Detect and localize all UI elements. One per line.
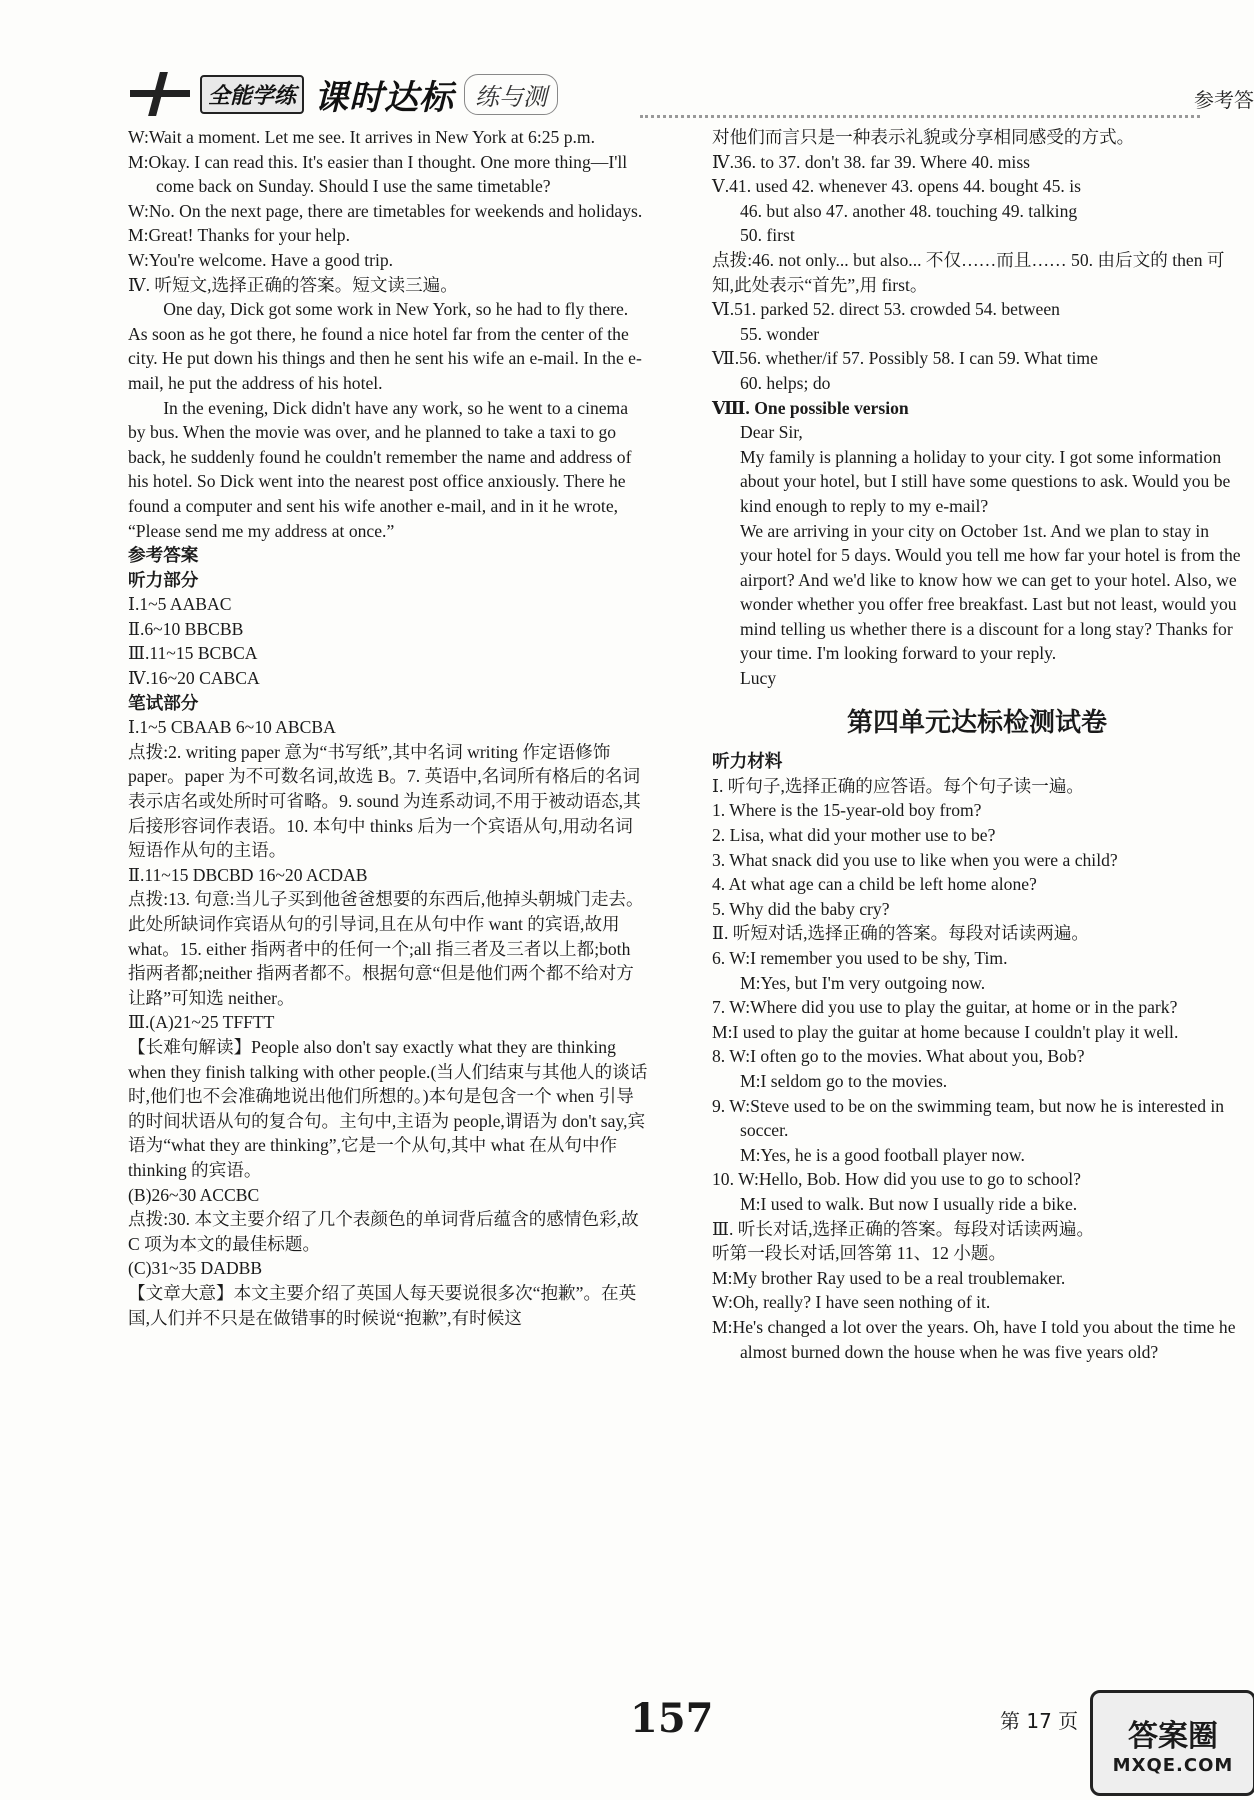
unit-test-title: 第四单元达标检测试卷 [846, 707, 1107, 738]
text-line: 点拨:2. writing paper 意为“书写纸”,其中名词 writing 作定语修饰 paper。paper 为不可数名词,故选 B。7. 英语中,名词所有格后的名词表示店名或处所时可省略。9. sound 为连系动词,不用于被动语态,其后接形容词作表语。10. 本句中 thinks 后为一个宾语从句,用动名词短语作从句的主语。 [128, 741, 641, 861]
text-line: M:He's changed a lot over the years. Oh, have I told you about the time he almost burned down the house when he was five years old? [712, 1316, 1236, 1362]
page-number: 157 [630, 1695, 714, 1742]
right-column [712, 125, 1242, 1364]
text-line: 听力部分 [128, 569, 199, 590]
text-line: W:Wait a moment. Let me see. It arrives in New York at 6:25 p.m. [128, 127, 595, 147]
text-line: Ⅵ.51. parked 52. direct 53. crowded 54. between [712, 299, 1060, 320]
text-line: M:I seldom go to the movies. [740, 1070, 948, 1091]
text-line: Ⅲ.(A)21~25 TFFTT [128, 1012, 275, 1033]
text-line: Ⅴ.41. used 42. whenever 43. opens 44. bought 45. is [712, 176, 1081, 197]
header-dotted-divider [640, 115, 1200, 118]
text-line: In the evening, Dick didn't have any work, so he went to a cinema by bus. When the movie was over, and he planned to take a taxi to go back, he suddenly found he couldn't remember the name and address of his hotel. So Dick went into the nearest post office anxiously. There he found a computer and sent his wife another e-mail, and in it he wrote, “Please send me my address at once.” [128, 397, 632, 541]
text-line: Ⅳ.36. to 37. don't 38. far 39. Where 40. miss [712, 151, 1031, 172]
text-line: 9. W:Steve used to be on the swimming team, but now he is interested in soccer. [712, 1095, 1225, 1141]
text-line: 50. first [740, 225, 795, 246]
text-line: 听第一段长对话,回答第 11、12 小题。 [712, 1243, 1007, 1264]
header-section-label: 参考答 [1194, 88, 1254, 112]
text-line: M:Okay. I can read this. It's easier than I thought. One more thing—I'll come back on Sunday. Should I use the same timetable? [128, 151, 628, 197]
text-line: 点拨:13. 句意:当儿子买到他爸爸想要的东西后,他掉头朝城门走去。此处所缺词作宾语从句的引导词,且在从句中作 want 的宾语,故用 what。15. either 指两者中的任何一个;all 指三者及三者以上都;both 指两者都;neither 指两者都不。根据句意“但是他们两个都不给对方让路”可知选 neither。 [128, 889, 644, 1008]
text-line: Ⅰ. 听句子,选择正确的应答语。每个句子读一遍。 [712, 775, 1085, 796]
text-line: 3. What snack did you use to like when you were a child? [712, 849, 1118, 870]
text-line: 55. wonder [740, 323, 820, 344]
text-line: W:No. On the next page, there are timetables for weekends and holidays. [128, 200, 643, 221]
text-line: (C)31~35 DADBB [128, 1258, 263, 1279]
text-line: 46. but also 47. another 48. touching 49. talking [740, 200, 1078, 221]
text-line: Ⅱ. 听短对话,选择正确的答案。每段对话读两遍。 [712, 923, 1090, 944]
logo-main-text: 全能学练 [200, 75, 304, 114]
text-line: 2. Lisa, what did your mother use to be? [712, 825, 996, 846]
text-line: M:I used to walk. But now I usually ride a bike. [740, 1193, 1078, 1214]
text-line: 6. W:I remember you used to be shy, Tim. [712, 948, 1008, 968]
brand-logo [130, 72, 558, 116]
text-line: M:Yes, but I'm very outgoing now. [740, 972, 986, 993]
text-line: M:Yes, he is a good football player now. [740, 1144, 1025, 1165]
text-line: Lucy [740, 668, 777, 689]
text-line: 1. Where is the 15-year-old boy from? [712, 800, 982, 821]
left-column [128, 125, 650, 1330]
text-line: Ⅳ.16~20 CABCA [128, 668, 260, 689]
logo-subtitle: 练与测 [464, 74, 558, 115]
text-line: Ⅷ. One possible version [712, 397, 909, 418]
text-line: 点拨:46. not only... but also... 不仅……而且…… 50. 由后文的 then 可知,此处表示“首先”,用 first。 [712, 249, 1225, 295]
stamp-title: 答案圈 [1128, 1718, 1218, 1754]
stamp-url: MXQE.COM [1112, 1754, 1234, 1776]
answer-key-continued [712, 125, 1242, 691]
text-line: Ⅲ.11~15 BCBCA [128, 643, 258, 664]
logo-title: 课时达标 [314, 77, 455, 118]
watermark-stamp [1090, 1690, 1254, 1796]
text-line: Ⅱ.11~15 DBCBD 16~20 ACDAB [128, 864, 368, 885]
text-line: One day, Dick got some work in New York, so he had to fly there. As soon as he got there, he found a nice hotel far from the center of the city. He put down his things and then he sent his wife an e-mail. In the e-mail, he put the address of his hotel. [128, 299, 642, 393]
text-line: 听力材料 [712, 751, 783, 772]
text-line: 笔试部分 [128, 692, 199, 713]
text-line: 参考答案 [128, 545, 199, 566]
text-line: M:Great! Thanks for your help. [128, 225, 350, 246]
text-line: W:You're welcome. Have a good trip. [128, 249, 394, 270]
text-line: 7. W:Where did you use to play the guitar, at home or in the park? [712, 997, 1178, 1018]
text-line: 4. At what age can a child be left home alone? [712, 874, 1037, 895]
text-line: 10. W:Hello, Bob. How did you use to go to school? [712, 1169, 1081, 1190]
listening-script [712, 749, 1242, 1364]
text-line: Ⅰ.1~5 CBAAB 6~10 ABCBA [128, 717, 336, 738]
text-line: M:I used to play the guitar at home because I couldn't play it well. [712, 1021, 1179, 1042]
text-line: 5. Why did the baby cry? [712, 898, 890, 919]
text-line: We are arriving in your city on October 1st. And we plan to stay in your hotel for 5 days. Would you tell me how far your hotel is from the airport? And we'd like to know how we can get to your hotel. Also, we wonder whether you offer free breakfast. Last but not least, would you mind telling us whether there is a discount for a long stay? Thanks for your time. I'm looking forward to your reply. [740, 520, 1241, 664]
text-line: Ⅱ.6~10 BBCBB [128, 618, 244, 639]
text-line: 【文章大意】本文主要介绍了英国人每天要说很多次“抱歉”。在英国,人们并不只是在做错事的时候说“抱歉”,有时候这 [128, 1282, 637, 1328]
page-header [0, 0, 1254, 118]
text-line: W:Oh, really? I have seen nothing of it. [712, 1292, 991, 1313]
text-line: Ⅰ.1~5 AABAC [128, 594, 232, 615]
text-line: Ⅳ. 听短文,选择正确的答案。短文读三遍。 [128, 274, 458, 295]
text-line: 8. W:I often go to the movies. What about you, Bob? [712, 1046, 1085, 1067]
text-line: Ⅲ. 听长对话,选择正确的答案。每段对话读两遍。 [712, 1218, 1095, 1239]
text-line: Ⅶ.56. whether/if 57. Possibly 58. I can 59. What time [712, 348, 1098, 369]
logo-cross-icon [130, 72, 190, 116]
text-line: 点拨:30. 本文主要介绍了几个表颜色的单词背后蕴含的感情色彩,故 C 项为本文的最佳标题。 [128, 1209, 639, 1254]
text-line: 对他们而言只是一种表示礼貌或分享相同感受的方式。 [712, 127, 1135, 147]
text-line: (B)26~30 ACCBC [128, 1184, 260, 1205]
page-label: 第 17 页 [1000, 1709, 1079, 1733]
text-line: 60. helps; do [740, 372, 831, 393]
text-line: 【长难句解读】People also don't say exactly what they are thinking when they finish talking with other people.(当人们结束与其他人的谈话时,他们也不会准确地说出他们所想的。)本句是包含一个 when 引导的时间状语从句的复合句。主句中,主语为 people,谓语为 don't say,宾语为“what they are thinking”,它是一个从句,其中 what 在从句中作 thinking 的宾语。 [128, 1036, 648, 1180]
text-line: Dear Sir, [740, 422, 803, 443]
text-line: My family is planning a holiday to your city. I got some information about your hotel, but I still have some questions to ask. Would you be kind enough to reply to my e-mail? [740, 446, 1231, 516]
text-line: M:My brother Ray used to be a real troublemaker. [712, 1267, 1066, 1288]
